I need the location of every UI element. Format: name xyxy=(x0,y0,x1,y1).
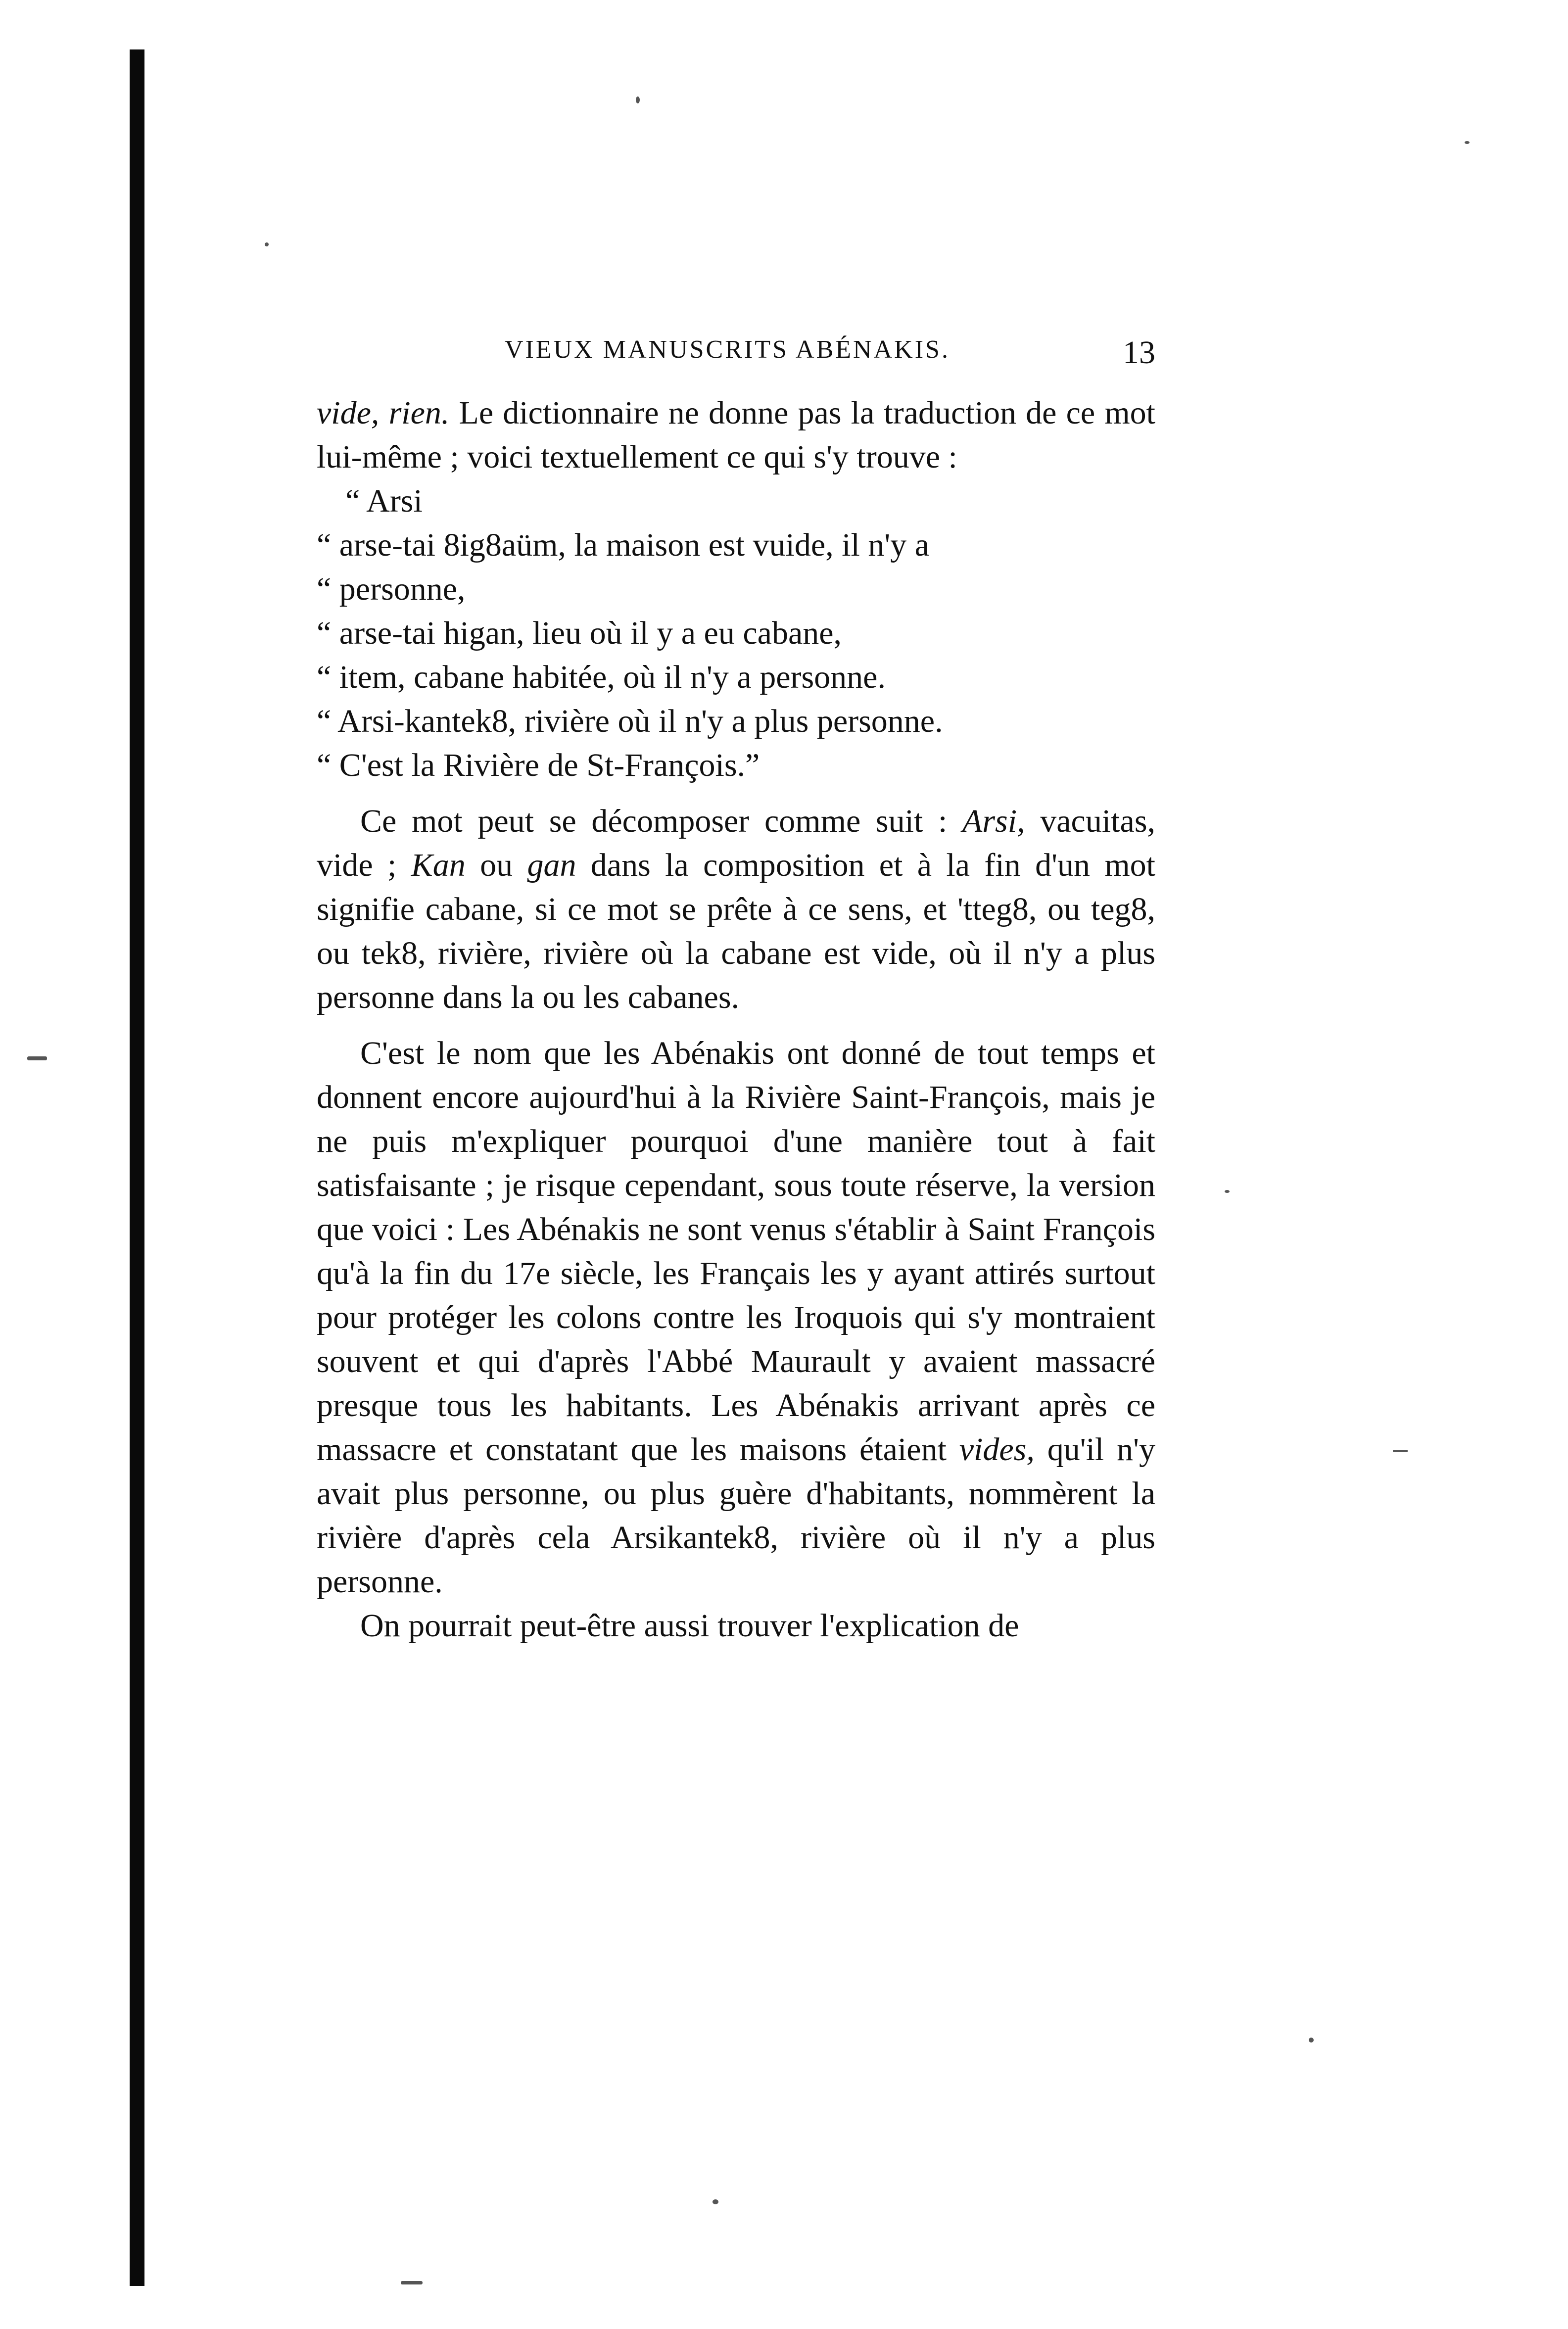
para2-italic-arsi: Arsi, xyxy=(962,803,1025,839)
paragraph-3 xyxy=(317,1031,1155,1604)
para2-italic-gan: gan xyxy=(527,847,576,883)
quote-line-5: “ item, cabane habitée, où il n'y a personne. xyxy=(317,659,886,695)
para2-italic-kan: Kan xyxy=(411,847,466,883)
page-header xyxy=(317,329,1155,374)
para3-text-2: qu'il n'y avait plus personne, ou plus guère d'habitants, nommèrent la rivière d'après cela Arsikantek8, rivière où il n'y a plus personne. xyxy=(317,1431,1155,1600)
paragraph-4 xyxy=(317,1604,1155,1648)
quote-line-2 xyxy=(317,523,1155,567)
body-text xyxy=(317,391,1155,1648)
quote-line-1: “ Arsi xyxy=(345,483,423,519)
quote-line-2-text: “ arse-tai 8ig8aüm, la maison est vuide, il n'y a xyxy=(317,527,930,563)
scan-speck xyxy=(265,242,269,246)
scan-speck xyxy=(27,1056,47,1060)
para2-text-4: dans la composition et à la fin d'un mot signifie cabane, si ce mot se prête à ce sens, et 'tteg8, ou teg8, ou tek8, rivière, rivière où la cabane est vide, où il n'y a plus personne dans la ou les cabanes. xyxy=(317,847,1156,1015)
dictionary-quote xyxy=(317,479,1155,787)
para4-text: On pourrait peut-être aussi trouver l'explication de xyxy=(360,1608,1019,1644)
quote-line-3: “ personne, xyxy=(317,571,466,607)
para3-italic-vides: vides, xyxy=(959,1431,1035,1468)
scan-speck xyxy=(1393,1450,1408,1452)
page-number: 13 xyxy=(1123,334,1155,371)
quote-line-4: “ arse-tai higan, lieu où il y a eu cabane, xyxy=(317,615,842,651)
para1-lead-italic: vide, rien. xyxy=(317,395,450,431)
scan-speck xyxy=(1465,141,1470,144)
para2-text-1: Ce mot peut se décomposer comme suit : xyxy=(360,803,963,839)
scan-speck xyxy=(636,96,640,103)
quote-line-7: “ C'est la Rivière de St-François.” xyxy=(317,747,760,783)
paragraph-1 xyxy=(317,391,1155,479)
quote-line-6: “ Arsi-kantek8, rivière où il n'y a plus personne. xyxy=(317,703,943,739)
scan-speck xyxy=(401,2281,423,2284)
paragraph-2 xyxy=(317,799,1155,1019)
page-binding-edge xyxy=(130,49,144,2286)
para3-text-1: C'est le nom que les Abénakis ont donné de tout temps et donnent encore aujourd'hui à la Rivière Saint-François, mais je ne puis m'expliquer pourquoi d'une manière tout à fait satisfaisante ; je risque cependant, sous toute réserve, la version que voici : Les Abénakis ne sont venus s'établir à Saint François qu'à la fin du 17e siècle, les Français les y ayant attirés surtout pour protéger les colons contre les Iroquois qui s'y montraient souvent et qui d'après l'Abbé Maurault y avaient massacré presque tous les habitants. Les Abénakis arrivant après ce massacre et constatant que les maisons étaient xyxy=(317,1035,1155,1468)
para2-text-2: vacuitas, vide ; xyxy=(317,803,1156,883)
para1-text: Le dictionnaire ne donne pas la traduction de ce mot lui-même ; voici textuellement ce qui s'y trouve : xyxy=(317,395,1155,475)
scan-speck xyxy=(713,2199,718,2204)
scan-speck xyxy=(1225,1190,1230,1193)
para2-text-3: ou xyxy=(465,847,527,883)
running-title: VIEUX MANUSCRITS ABÉNAKIS. xyxy=(505,335,950,364)
scan-speck xyxy=(1309,2038,1314,2043)
